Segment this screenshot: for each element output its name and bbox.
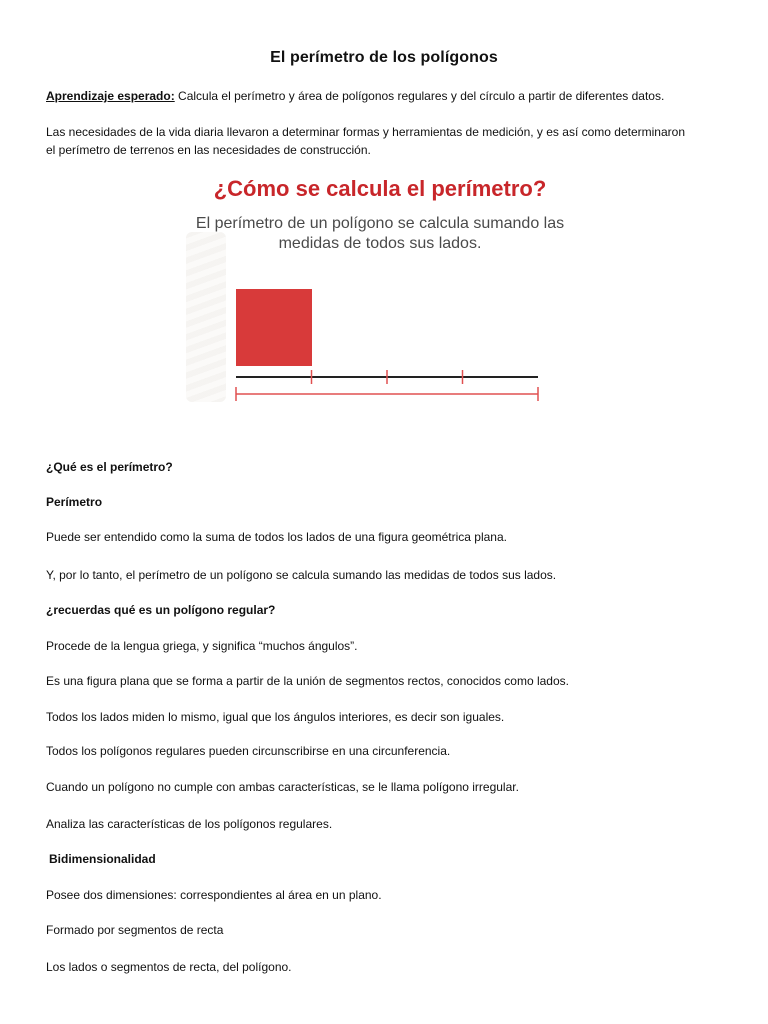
heading-perimetro: Perímetro <box>46 495 103 509</box>
paragraph-9: Posee dos dimensiones: correspondientes al área en un plano. <box>46 888 382 902</box>
intro-line-2: el perímetro de terrenos en las necesidades de construcción. <box>46 143 371 157</box>
paragraph-5: Todos los lados miden lo mismo, igual que los ángulos interiores, es decir son iguales. <box>46 710 505 724</box>
paragraph-8: Analiza las características de los polígonos regulares. <box>46 817 333 831</box>
figure-subtitle-line-2: medidas de todos sus lados. <box>278 235 482 252</box>
red-square <box>236 289 312 366</box>
intro-line-1: Las necesidades de la vida diaria llevaron a determinar formas y herramientas de medición, y es así como determinaron <box>46 125 685 139</box>
perimeter-illustration <box>180 172 580 408</box>
figure-subtitle-line-1: El perímetro de un polígono se calcula sumando las <box>195 215 565 232</box>
learning-objective <box>46 87 664 105</box>
question-what-is-perimeter: ¿Qué es el perímetro? <box>46 460 173 474</box>
figure-heading: ¿Cómo se calcula el perímetro? <box>213 176 547 201</box>
paragraph-2: Y, por lo tanto, el perímetro de un polígono se calcula sumando las medidas de todos sus lados. <box>46 568 557 582</box>
paragraph-6: Todos los polígonos regulares pueden circunscribirse en una circunferencia. <box>46 744 451 758</box>
document-title: El perímetro de los polígonos <box>270 49 498 66</box>
perimeter-diagram <box>180 172 580 408</box>
paragraph-11: Los lados o segmentos de recta, del polígono. <box>46 960 292 974</box>
paragraph-3: Procede de la lengua griega, y significa “muchos ángulos”. <box>46 639 358 653</box>
heading-bidimensionalidad: Bidimensionalidad <box>49 852 156 866</box>
paragraph-4: Es una figura plana que se forma a partir de la unión de segmentos rectos, conocidos como lados. <box>46 674 569 688</box>
learning-label: Aprendizaje esperado: <box>46 89 175 103</box>
learning-text: Calcula el perímetro y área de polígonos regulares y del círculo a partir de diferentes datos. <box>174 89 665 103</box>
paragraph-1: Puede ser entendido como la suma de todos los lados de una figura geométrica plana. <box>46 530 507 544</box>
paragraph-10: Formado por segmentos de recta <box>46 923 224 937</box>
paragraph-7: Cuando un polígono no cumple con ambas características, se le llama polígono irregular. <box>46 780 519 794</box>
question-regular-polygon: ¿recuerdas qué es un polígono regular? <box>46 603 276 617</box>
